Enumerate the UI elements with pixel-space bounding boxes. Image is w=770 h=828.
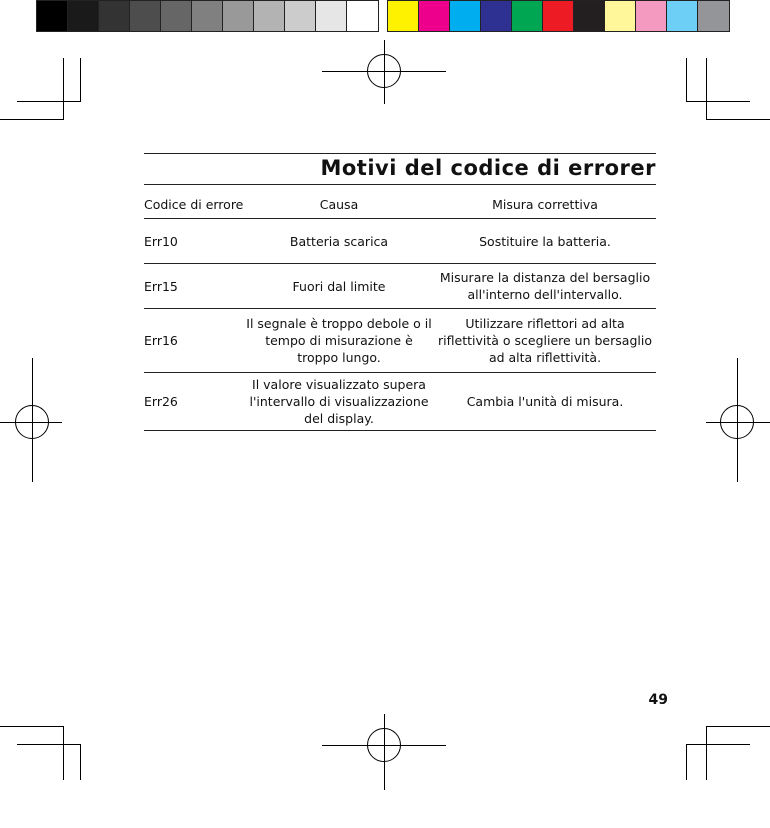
corrective-action: Misurare la distanza del bersaglio all'interno dell'intervallo. (434, 264, 656, 309)
color-swatch (347, 1, 378, 31)
error-cause: Batteria scarica (244, 219, 434, 264)
crop-mark (80, 744, 81, 780)
error-code: Err16 (144, 309, 244, 373)
color-swatch (285, 1, 316, 31)
color-swatch (450, 1, 481, 31)
crop-mark (17, 744, 81, 745)
table-row (144, 219, 656, 264)
crop-mark (17, 101, 81, 102)
color-swatch (636, 1, 667, 31)
table-row (144, 264, 656, 309)
color-swatch (605, 1, 636, 31)
color-swatch (68, 1, 99, 31)
color-swatches (387, 0, 730, 32)
registration-circle (720, 405, 754, 439)
crop-mark (686, 744, 750, 745)
page-number: 49 (648, 692, 668, 708)
color-swatch (698, 1, 729, 31)
corrective-action: Cambia l'unità di misura. (434, 373, 656, 431)
color-swatch (543, 1, 574, 31)
registration-circle (367, 54, 401, 88)
crop-mark (0, 119, 63, 120)
column-header-fix: Misura correttiva (492, 196, 598, 212)
color-swatch (388, 1, 419, 31)
color-swatch (130, 1, 161, 31)
color-swatch (37, 1, 68, 31)
grayscale-swatches (36, 0, 379, 32)
color-swatch (192, 1, 223, 31)
crop-mark (686, 744, 687, 780)
error-code: Err26 (144, 373, 244, 431)
color-swatch (512, 1, 543, 31)
color-swatch (419, 1, 450, 31)
color-swatch (161, 1, 192, 31)
color-swatch (316, 1, 347, 31)
title-rule (144, 153, 656, 154)
error-cause: Il valore visualizzato supera l'intervallo di visualizzazione del display. (244, 373, 434, 431)
error-code-table (144, 190, 656, 431)
error-cause: Il segnale è troppo debole o il tempo di misurazione è troppo lungo. (244, 309, 434, 373)
registration-circle (367, 728, 401, 762)
color-calibration-bar (36, 0, 730, 32)
corrective-action: Sostituire la batteria. (434, 219, 656, 264)
error-cause: Fuori dal limite (244, 264, 434, 309)
page-title: Motivi del codice di errorer (320, 156, 656, 180)
color-swatch (223, 1, 254, 31)
corrective-action: Utilizzare riflettori ad alta riflettività o scegliere un bersaglio ad alta riflettività. (434, 309, 656, 373)
crop-mark (63, 58, 64, 120)
registration-circle (15, 405, 49, 439)
color-swatch (667, 1, 698, 31)
error-code: Err10 (144, 219, 244, 264)
crop-mark (0, 726, 63, 727)
crop-mark (686, 58, 687, 102)
crop-mark (686, 101, 750, 102)
error-code: Err15 (144, 264, 244, 309)
crop-mark (706, 726, 770, 727)
color-swatch (574, 1, 605, 31)
color-swatch (481, 1, 512, 31)
crop-mark (706, 119, 770, 120)
crop-mark (63, 726, 64, 780)
table-row (144, 309, 656, 373)
color-swatch (254, 1, 285, 31)
crop-mark (706, 726, 707, 780)
column-header-code: Codice di errore (144, 196, 244, 212)
table-row (144, 373, 656, 431)
crop-mark (80, 58, 81, 102)
color-swatch (99, 1, 130, 31)
crop-mark (706, 58, 707, 120)
column-header-cause: Causa (319, 196, 359, 212)
title-rule (144, 184, 656, 185)
table-header-row (144, 190, 656, 219)
